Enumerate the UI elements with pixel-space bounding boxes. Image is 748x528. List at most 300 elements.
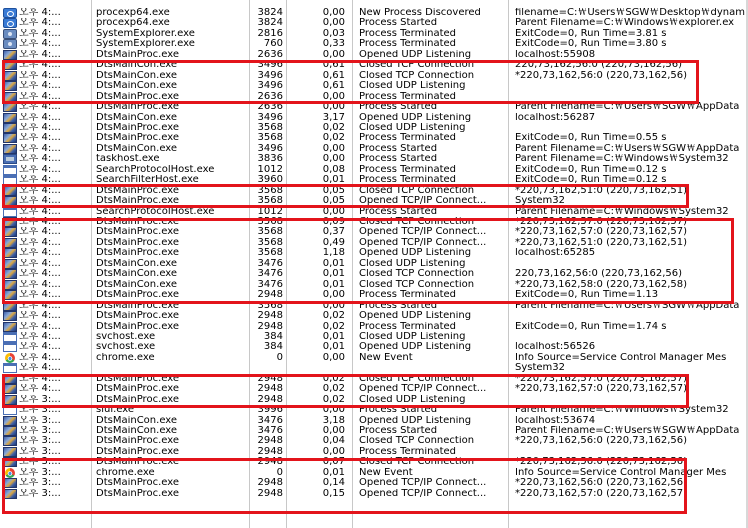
time-cell: 오후 3:... (19, 478, 61, 489)
cpu-cell: 0,61 (322, 60, 345, 71)
time-cell: 오후 4:... (19, 18, 61, 29)
details-cell: ExitCode=0, Run Time=1.74 s (515, 321, 667, 332)
time-cell: 오후 4:... (19, 373, 61, 384)
pid-cell: 384 (263, 331, 283, 342)
highlight-box (2, 60, 699, 104)
process-cell: DtsMainProc.exe (96, 300, 179, 311)
time-cell: 오후 3:... (19, 446, 61, 457)
time-cell: 오후 3:... (19, 405, 61, 416)
event-cell: Closed UDP Listening (359, 258, 466, 269)
time-cell: 오후 3:... (19, 488, 61, 499)
process-cell: DtsMainProc.exe (96, 290, 179, 301)
pid-cell: 2948 (257, 488, 283, 499)
network-process-icon (3, 133, 17, 143)
details-cell: *220,73,162,58:0 (220,73,162,58) (515, 279, 688, 290)
table-row[interactable] (0, 342, 748, 352)
event-cell: Process Terminated (359, 290, 457, 301)
process-cell: slui.exe (96, 405, 135, 416)
details-cell: 220,73,162,56:0 (220,73,162,56) (515, 269, 683, 280)
details-cell: localhost:65285 (515, 248, 596, 259)
details-cell: Parent Filename=C:￦Users￦SGW￦AppData (515, 300, 740, 311)
table-row[interactable] (0, 154, 748, 164)
pid-cell: 2636 (257, 91, 283, 102)
process-cell: DtsMainProc.exe (96, 457, 179, 468)
process-cell: svchost.exe (96, 342, 156, 353)
pid-cell: 3568 (257, 196, 283, 207)
cpu-cell: 0,00 (322, 300, 345, 311)
pid-cell: 3476 (257, 415, 283, 426)
pid-cell: 3824 (257, 18, 283, 29)
process-cell: SystemExplorer.exe (96, 39, 195, 50)
time-cell: 오후 4:... (19, 352, 61, 363)
details-cell: Info Source=Service Control Manager Mes (515, 352, 727, 363)
cpu-cell: 0,09 (322, 217, 345, 227)
event-cell: Opened TCP/IP Connect... (359, 478, 487, 489)
pid-cell: 1012 (257, 164, 283, 175)
cpu-cell: 0,00 (322, 290, 345, 301)
network-process-icon (3, 144, 17, 154)
cpu-cell: 0,00 (322, 352, 345, 363)
event-cell: Opened TCP/IP Connect... (359, 196, 487, 207)
event-cell: Process Terminated (359, 175, 457, 186)
table-row[interactable] (0, 363, 748, 373)
pid-cell: 2948 (257, 373, 283, 384)
cpu-cell: 0,00 (322, 91, 345, 102)
taskhost-icon (3, 154, 17, 164)
process-cell: DtsMainProc.exe (96, 248, 179, 259)
pid-cell: 3568 (257, 217, 283, 227)
process-cell: DtsMainProc.exe (96, 436, 179, 447)
row-icon-cell (3, 39, 17, 49)
process-explorer-icon (3, 18, 17, 28)
pid-cell: 3996 (257, 405, 283, 416)
details-cell: *220,73,162,57:0 (220,73,162,57) (515, 488, 688, 499)
process-cell: DtsMainProc.exe (96, 227, 179, 238)
highlight-box (2, 458, 687, 514)
cpu-cell: 0,02 (322, 384, 345, 395)
table-row[interactable] (0, 123, 748, 133)
row-icon-cell (3, 353, 17, 363)
cpu-cell: 3,17 (322, 112, 345, 123)
table-row[interactable] (0, 322, 748, 332)
event-cell: Opened TCP/IP Connect... (359, 227, 487, 238)
pid-cell: 3568 (257, 133, 283, 144)
system-explorer-icon (3, 29, 17, 39)
pid-cell: 3568 (257, 185, 283, 196)
pid-cell: 384 (263, 342, 283, 353)
pid-cell: 3476 (257, 269, 283, 280)
pid-cell: 3496 (257, 70, 283, 81)
details-cell: *220,73,162,51:0 (220,73,162,51) (515, 237, 688, 248)
process-cell: DtsMainProc.exe (96, 446, 179, 457)
window-icon (3, 332, 17, 342)
pid-cell: 3496 (257, 81, 283, 92)
window-icon (3, 363, 17, 373)
event-cell: Closed TCP Connection (359, 279, 475, 290)
row-icon-cell (3, 207, 17, 217)
pid-cell: 2816 (257, 28, 283, 39)
time-cell: 오후 4:... (19, 102, 61, 113)
event-cell: Opened UDP Listening (359, 311, 472, 322)
process-cell: DtsMainProc.exe (96, 122, 179, 133)
process-cell: DtsMainCon.exe (96, 143, 178, 154)
row-icon-cell (3, 322, 17, 332)
row-icon-cell (3, 311, 17, 321)
time-cell: 오후 4:... (19, 269, 61, 280)
table-row[interactable] (0, 332, 748, 342)
table-row[interactable] (0, 39, 748, 49)
process-cell: DtsMainProc.exe (96, 237, 179, 248)
event-cell: Opened UDP Listening (359, 342, 472, 353)
process-cell: SearchProtocolHost.exe (96, 164, 215, 175)
cpu-cell: 0,03 (322, 28, 345, 39)
cpu-cell: 0,02 (322, 394, 345, 405)
time-cell: 오후 3:... (19, 457, 61, 468)
process-cell: chrome.exe (96, 467, 155, 478)
time-cell: 오후 4:... (19, 164, 61, 175)
process-cell: DtsMainCon.exe (96, 258, 178, 269)
process-cell: taskhost.exe (96, 154, 160, 165)
window-icon (3, 342, 17, 352)
row-icon-cell (3, 436, 17, 446)
time-cell: 오후 4:... (19, 70, 61, 81)
row-icon-cell (3, 113, 17, 123)
pid-cell: 0 (276, 467, 283, 478)
network-process-icon (3, 123, 17, 133)
event-cell: Opened TCP/IP Connect... (359, 237, 487, 248)
row-icon-cell (3, 18, 17, 28)
window-icon (3, 207, 17, 217)
event-cell: Process Started (359, 300, 438, 311)
process-cell: DtsMainProc.exe (96, 91, 179, 102)
event-cell: Closed TCP Connection (359, 269, 475, 280)
pid-cell: 2948 (257, 321, 283, 332)
process-cell: DtsMainCon.exe (96, 269, 178, 280)
details-cell: *220,73,162,51:0 (220,73,162,51) (515, 185, 688, 196)
process-cell: DtsMainProc.exe (96, 394, 179, 405)
pid-cell: 2636 (257, 102, 283, 113)
cpu-cell: 0,01 (322, 175, 345, 186)
time-cell: 오후 3:... (19, 415, 61, 426)
details-cell: ExitCode=0, Run Time=0.12 s (515, 175, 667, 186)
pid-cell: 2948 (257, 446, 283, 457)
cpu-cell: 0,00 (322, 102, 345, 113)
pid-cell: 760 (263, 39, 283, 50)
pid-cell: 3960 (257, 175, 283, 186)
time-cell: 오후 4:... (19, 49, 61, 60)
cpu-cell: 0,02 (322, 133, 345, 144)
details-cell: localhost:53674 (515, 415, 596, 426)
table-row[interactable] (0, 353, 748, 363)
table-row[interactable] (0, 29, 748, 39)
process-cell: svchost.exe (96, 331, 156, 342)
time-cell: 오후 4:... (19, 175, 61, 186)
event-cell: Opened UDP Listening (359, 415, 472, 426)
cpu-cell: 1,18 (322, 248, 345, 259)
details-cell: *220,73,162,56:0 (220,73,162,56) (515, 457, 688, 468)
event-cell: Process Started (359, 102, 438, 113)
cpu-cell: 0,01 (322, 269, 345, 280)
process-cell: DtsMainProc.exe (96, 311, 179, 322)
time-cell: 오후 4:... (19, 81, 61, 92)
highlight-box (2, 184, 689, 208)
time-cell: 오후 4:... (19, 311, 61, 322)
event-cell: Closed TCP Connection (359, 217, 475, 227)
table-row[interactable] (0, 8, 748, 18)
network-process-icon (3, 416, 17, 426)
time-cell: 오후 4:... (19, 384, 61, 395)
time-cell: 오후 4:... (19, 196, 61, 207)
row-icon-cell (3, 332, 17, 342)
details-cell: *220,73,162,57:0 (220,73,162,57) (515, 384, 688, 395)
table-row[interactable] (0, 133, 748, 143)
pid-cell: 3836 (257, 154, 283, 165)
network-process-icon (3, 311, 17, 321)
pid-cell: 3568 (257, 248, 283, 259)
row-icon-cell (3, 165, 17, 175)
time-cell: 오후 3:... (19, 394, 61, 405)
table-row[interactable] (0, 416, 748, 426)
cpu-cell: 0,00 (322, 405, 345, 416)
details-cell: System32 (515, 363, 566, 374)
process-cell: DtsMainProc.exe (96, 488, 179, 499)
event-cell: Closed TCP Connection (359, 70, 475, 81)
details-cell: *220,73,162,57:0 (220,73,162,57) (515, 227, 688, 238)
process-cell: DtsMainProc.exe (96, 49, 179, 60)
event-cell: Closed TCP Connection (359, 185, 475, 196)
process-cell: SystemExplorer.exe (96, 28, 195, 39)
table-row[interactable] (0, 144, 748, 154)
network-process-icon (3, 113, 17, 123)
process-cell: SearchFilterHost.exe (96, 175, 199, 186)
time-cell: 오후 4:... (19, 143, 61, 154)
details-cell: Parent Filename=C:￦Users￦SGW￦AppData (515, 143, 740, 154)
time-cell: 오후 4:... (19, 363, 61, 374)
pid-cell: 2948 (257, 290, 283, 301)
cpu-cell: 0,00 (322, 18, 345, 29)
process-cell: DtsMainProc.exe (96, 321, 179, 332)
pid-cell: 2636 (257, 49, 283, 60)
event-cell: Opened UDP Listening (359, 112, 472, 123)
event-cell: Process Terminated (359, 133, 457, 144)
cpu-cell: 3,18 (322, 415, 345, 426)
process-cell: DtsMainProc.exe (96, 373, 179, 384)
pid-cell: 2948 (257, 478, 283, 489)
event-cell: Closed UDP Listening (359, 81, 466, 92)
cpu-cell: 0,37 (322, 227, 345, 238)
details-cell: *220,73,162,56:0 (220,73,162,56) (515, 436, 688, 447)
time-cell: 오후 4:... (19, 290, 61, 301)
pid-cell: 3824 (257, 8, 283, 18)
pid-cell: 3476 (257, 426, 283, 436)
time-cell: 오후 4:... (19, 154, 61, 165)
cpu-cell: 0,02 (322, 373, 345, 384)
event-cell: Process Terminated (359, 446, 457, 457)
event-cell: Process Terminated (359, 321, 457, 332)
details-cell: filename=C:￦Users￦SGW￦Desktop￦dynam (515, 8, 746, 18)
event-cell: New Event (359, 467, 413, 478)
pid-cell: 2948 (257, 311, 283, 322)
pid-cell: 3476 (257, 258, 283, 269)
process-cell: DtsMainProc.exe (96, 217, 179, 227)
event-cell: Closed TCP Connection (359, 60, 475, 71)
time-cell: 오후 4:... (19, 28, 61, 39)
time-cell: 오후 4:... (19, 279, 61, 290)
time-cell: 오후 4:... (19, 342, 61, 353)
process-cell: DtsMainCon.exe (96, 112, 178, 123)
details-cell: localhost:56526 (515, 342, 596, 353)
pid-cell: 3568 (257, 300, 283, 311)
row-icon-cell (3, 8, 17, 18)
time-cell: 오후 4:... (19, 331, 61, 342)
event-cell: New Process Discovered (359, 8, 481, 18)
time-cell: 오후 4:... (19, 112, 61, 123)
details-cell: ExitCode=0, Run Time=1.13 (515, 290, 659, 301)
time-cell: 오후 4:... (19, 122, 61, 133)
event-cell: Closed TCP Connection (359, 436, 475, 447)
table-row[interactable] (0, 207, 748, 217)
process-cell: DtsMainCon.exe (96, 279, 178, 290)
event-cell: Process Terminated (359, 39, 457, 50)
cpu-cell: 0,02 (322, 311, 345, 322)
time-cell: 오후 3:... (19, 426, 61, 436)
process-cell: DtsMainProc.exe (96, 185, 179, 196)
process-cell: DtsMainProc.exe (96, 478, 179, 489)
time-cell: 오후 4:... (19, 133, 61, 144)
event-cell: Process Started (359, 206, 438, 217)
event-cell: Process Started (359, 143, 438, 154)
pid-cell: 0 (276, 352, 283, 363)
event-cell: Opened TCP/IP Connect... (359, 488, 487, 499)
cpu-cell: 0,00 (322, 426, 345, 436)
table-row[interactable] (0, 447, 748, 457)
row-icon-cell (3, 133, 17, 143)
pid-cell: 3496 (257, 143, 283, 154)
row-icon-cell (3, 29, 17, 39)
cpu-cell: 0,05 (322, 196, 345, 207)
event-cell: Opened TCP/IP Connect... (359, 384, 487, 395)
time-cell: 오후 4:... (19, 8, 61, 18)
time-cell: 오후 4:... (19, 248, 61, 259)
pid-cell: 3568 (257, 122, 283, 133)
process-cell: DtsMainProc.exe (96, 133, 179, 144)
details-cell: Info Source=Service Control Manager Mes (515, 467, 727, 478)
time-cell: 오후 4:... (19, 227, 61, 238)
chrome-icon (5, 353, 15, 363)
event-cell: Opened UDP Listening (359, 248, 472, 259)
row-icon-cell (3, 123, 17, 133)
pid-cell: 2948 (257, 384, 283, 395)
event-cell: Process Started (359, 154, 438, 165)
event-cell: Process Started (359, 18, 438, 29)
pid-cell: 2948 (257, 436, 283, 447)
cpu-cell: 0,08 (322, 164, 345, 175)
process-cell: DtsMainProc.exe (96, 196, 179, 207)
table-row[interactable] (0, 311, 748, 321)
table-row[interactable] (0, 50, 748, 60)
row-icon-cell (3, 363, 17, 373)
event-cell: Closed UDP Listening (359, 122, 466, 133)
cpu-cell: 0,14 (322, 478, 345, 489)
details-cell: ExitCode=0, Run Time=0.55 s (515, 133, 667, 144)
network-process-icon (3, 436, 17, 446)
details-cell: localhost:55908 (515, 49, 596, 60)
pid-cell: 3476 (257, 279, 283, 290)
time-cell: 오후 4:... (19, 258, 61, 269)
details-cell: ExitCode=0, Run Time=3.80 s (515, 39, 667, 50)
network-process-icon (3, 322, 17, 332)
row-icon-cell (3, 342, 17, 352)
table-row[interactable] (0, 426, 748, 436)
details-cell: *220,73,162,57:0 (220,73,162,57) (515, 373, 688, 384)
cpu-cell: 0,00 (322, 446, 345, 457)
time-cell: 오후 4:... (19, 217, 61, 227)
network-process-icon (3, 50, 17, 60)
cpu-cell: 0,02 (322, 321, 345, 332)
time-cell: 오후 3:... (19, 467, 61, 478)
event-cell: Process Started (359, 426, 438, 436)
cpu-cell: 0,01 (322, 467, 345, 478)
pid-cell: 3496 (257, 112, 283, 123)
event-cell: Process Terminated (359, 28, 457, 39)
process-cell: DtsMainCon.exe (96, 415, 178, 426)
highlight-box (2, 374, 689, 408)
event-cell: Opened UDP Listening (359, 49, 472, 60)
table-row[interactable] (0, 165, 748, 175)
process-cell: SearchProtocolHost.exe (96, 206, 215, 217)
cpu-cell: 0,07 (322, 457, 345, 468)
details-cell: Parent Filename=C:￦Windows￦System32 (515, 154, 729, 165)
time-cell: 오후 4:... (19, 60, 61, 71)
row-icon-cell (3, 426, 17, 436)
row-icon-cell (3, 144, 17, 154)
table-row[interactable] (0, 436, 748, 446)
event-cell: Closed UDP Listening (359, 331, 466, 342)
pid-cell: 1012 (257, 206, 283, 217)
cpu-cell: 0,01 (322, 279, 345, 290)
network-process-icon (3, 426, 17, 436)
details-cell: ExitCode=0, Run Time=3.81 s (515, 28, 667, 39)
time-cell: 오후 4:... (19, 300, 61, 311)
details-cell: *220,73,162,56:0 (220,73,162,56) (515, 70, 688, 81)
table-row[interactable] (0, 18, 748, 28)
event-cell: Closed UDP Listening (359, 394, 466, 405)
cpu-cell: 0,00 (322, 154, 345, 165)
cpu-cell: 0,49 (322, 237, 345, 248)
time-cell: 오후 4:... (19, 39, 61, 50)
process-cell: chrome.exe (96, 352, 155, 363)
details-cell: Parent Filename=C:￦Users￦SGW￦AppData (515, 102, 740, 113)
details-cell: Parent Filename=C:￦Windows￦System32 (515, 206, 729, 217)
event-cell: Process Terminated (359, 91, 457, 102)
time-cell: 오후 3:... (19, 436, 61, 447)
process-cell: DtsMainProc.exe (96, 102, 179, 113)
details-cell: Parent Filename=C:￦Windows￦explorer.ex (515, 18, 735, 29)
cpu-cell: 0,33 (322, 39, 345, 50)
row-icon-cell (3, 50, 17, 60)
cpu-cell: 0,04 (322, 436, 345, 447)
event-cell: New Event (359, 352, 413, 363)
process-cell: DtsMainCon.exe (96, 426, 178, 436)
table-row[interactable] (0, 113, 748, 123)
cpu-cell: 0,01 (322, 258, 345, 269)
cpu-cell: 0,15 (322, 488, 345, 499)
cpu-cell: 0,00 (322, 143, 345, 154)
cpu-cell: 0,01 (322, 331, 345, 342)
window-icon (3, 165, 17, 175)
cpu-cell: 0,01 (322, 342, 345, 353)
details-cell: Parent Filename=C:￦Users￦SGW￦AppData (515, 426, 740, 436)
